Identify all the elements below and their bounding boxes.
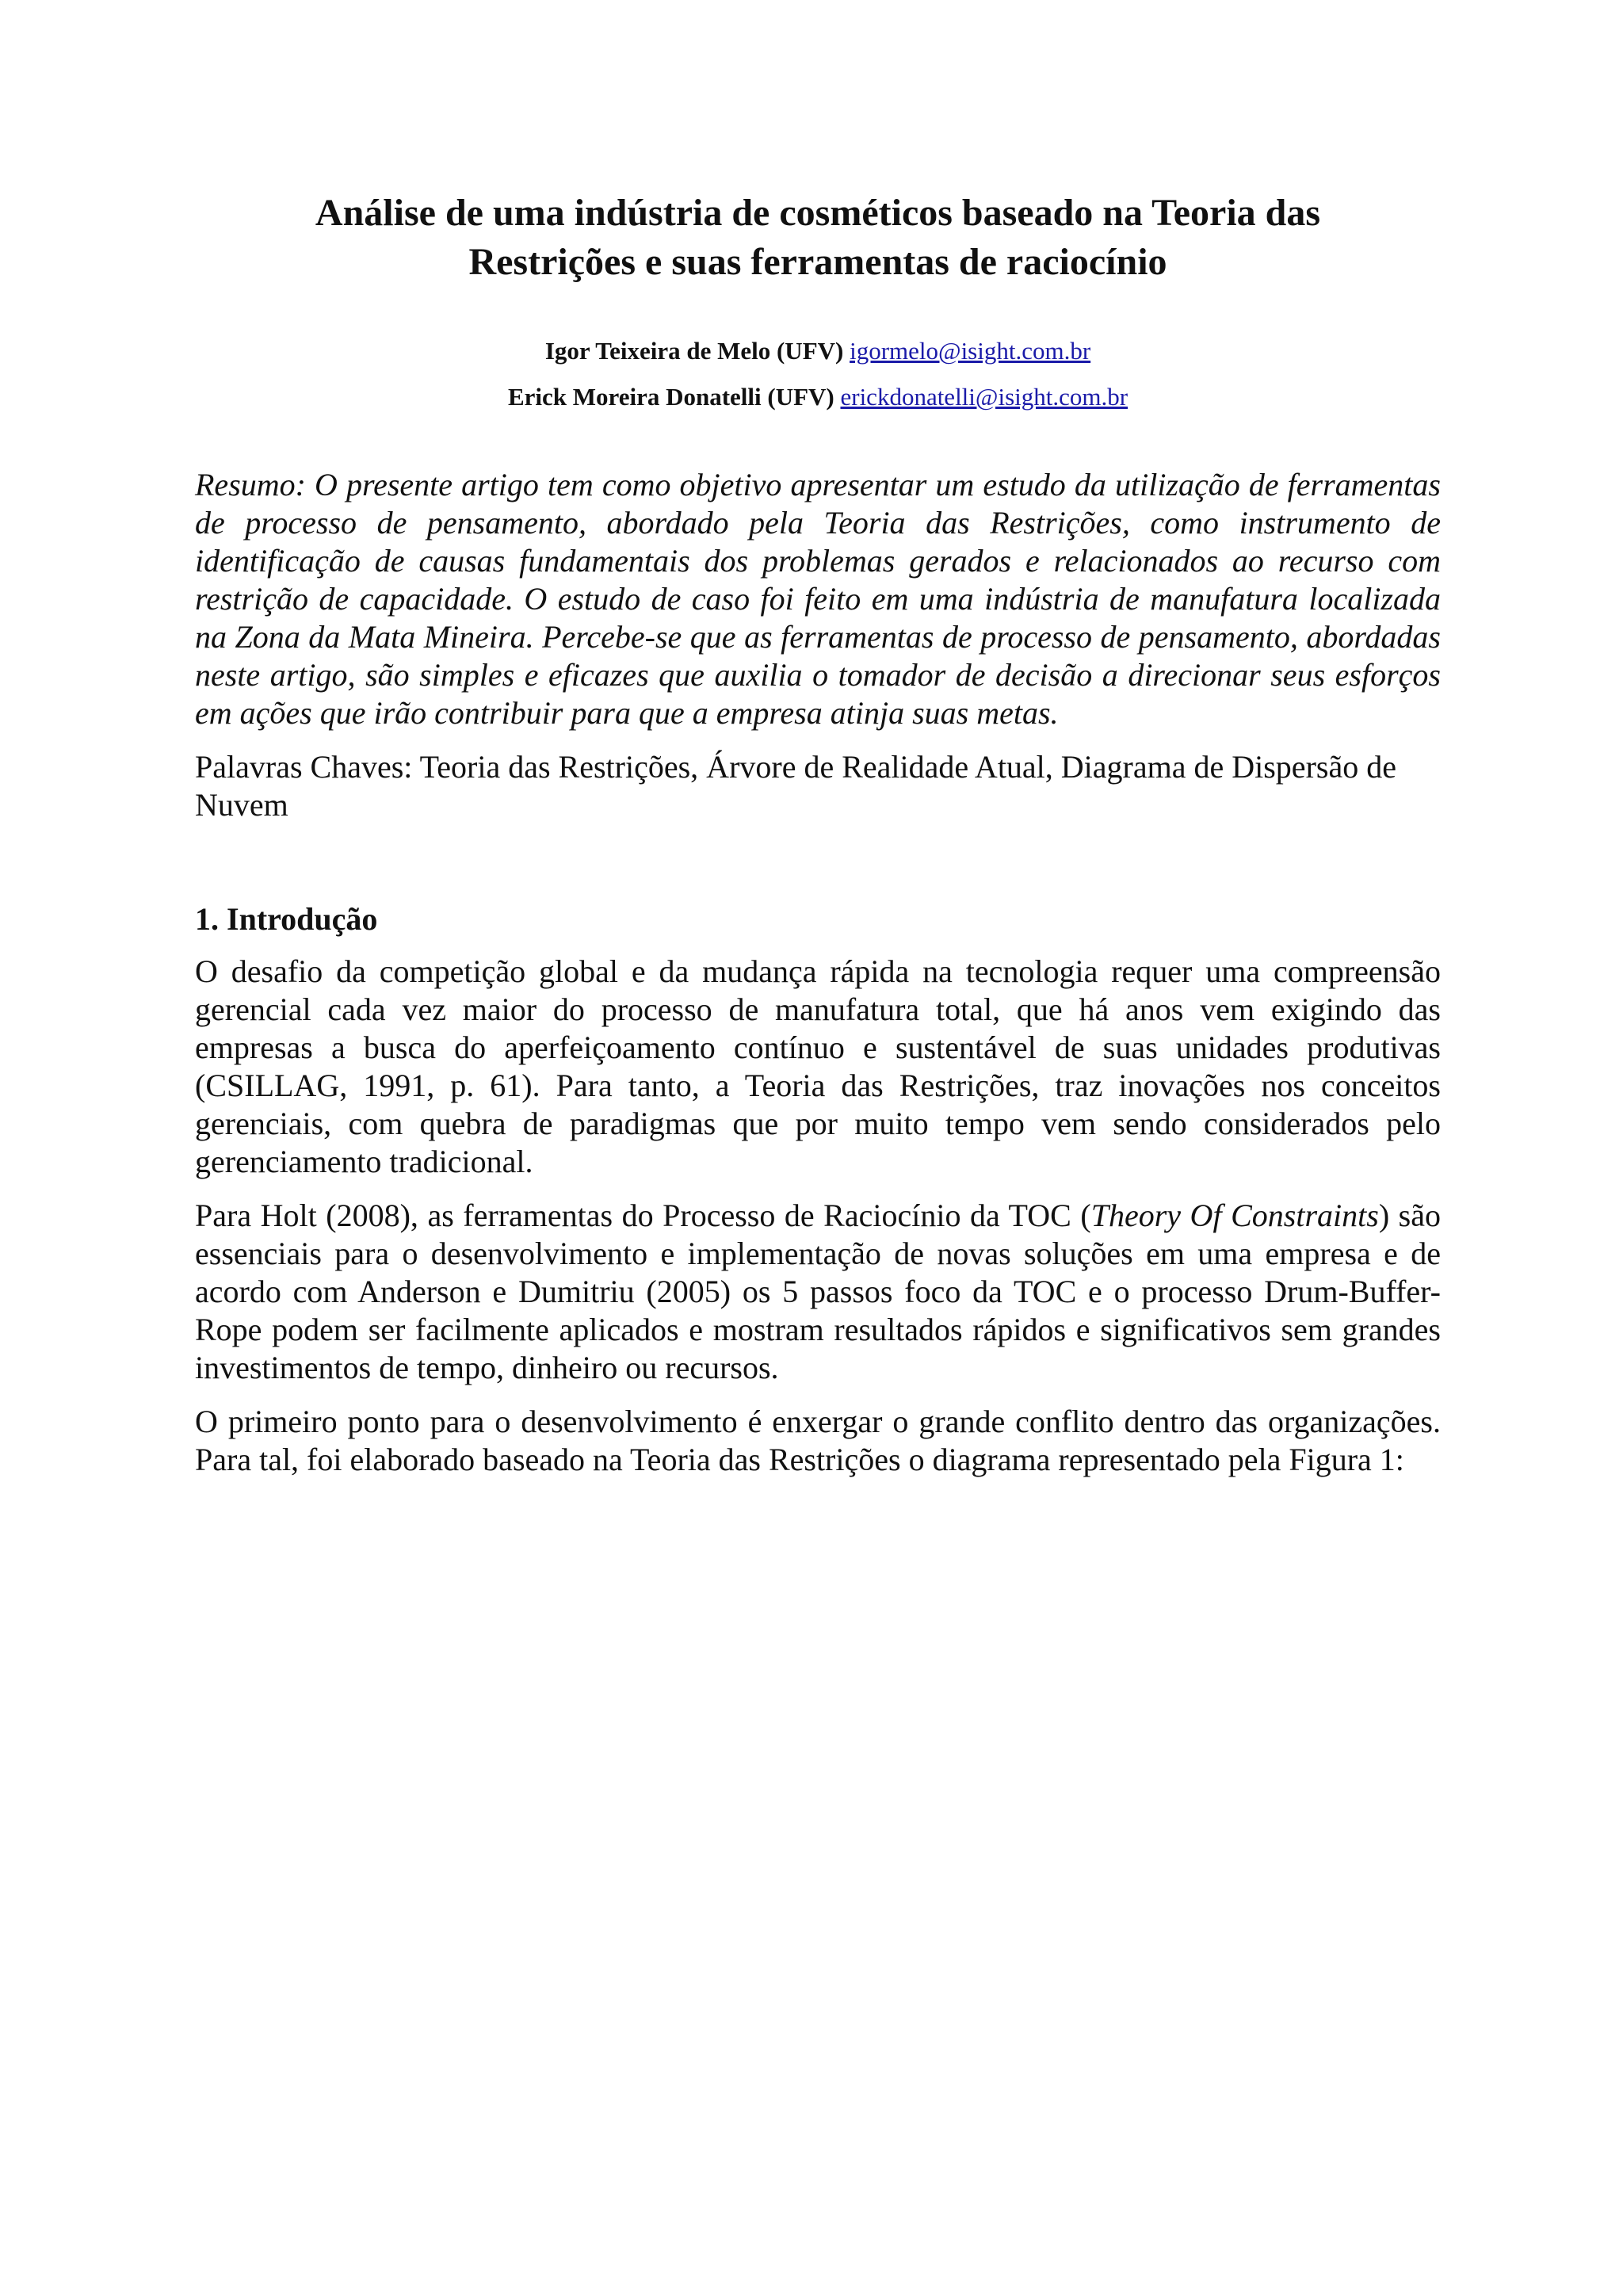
intro-paragraph-2-part-2: ) são essenciais para o desenvolvimento e implementação de novas soluções em uma empresa e de acordo com Anderson e Dumitriu (2005) os 5 passos foco da TOC e o processo Drum-Buffer-Rope podem ser facilmente aplicados e mostram resultados rápidos e significativos sem grandes investimentos de tempo, dinheiro ou recursos. <box>195 1198 1442 1385</box>
author-email-link-1[interactable]: igormelo@isight.com.br <box>850 337 1091 365</box>
abstract: Resumo: O presente artigo tem como objetivo apresentar um estudo da utilização de ferramentas de processo de pensamento, abordado pela Teoria das Restrições, como instrumento de identificação de causas fundamentais dos problemas gerados e relacionados ao recurso com restrição de capacidade. O estudo de caso foi feito em uma indústria de manufatura localizada na Zona da Mata Mineira. Percebe-se que as ferramentas de processo de pensamento, abordadas neste artigo, são simples e eficazes que auxilia o tomador de decisão a direcionar seus esforços em ações que irão contribuir para que a empresa atinja suas metas. <box>195 467 1441 731</box>
author-email-link-2[interactable]: erickdonatelli@isight.com.br <box>840 383 1128 411</box>
author-name-1: Igor Teixeira de Melo (UFV) <box>544 337 844 365</box>
page-content <box>195 189 1441 1479</box>
paper-title <box>195 189 1441 287</box>
intro-paragraph-2-part-1: Para Holt (2008), as ferramentas do Processo de Raciocínio da TOC ( <box>195 1198 1091 1233</box>
intro-paragraph-3: O primeiro ponto para o desenvolvimento é enxergar o grande conflito dentro das organizações. Para tal, foi elaborado baseado na Teoria das Restrições o diagrama representado pela Figura 1: <box>195 1404 1441 1477</box>
intro-paragraph-1: O desafio da competição global e da mudança rápida na tecnologia requer uma compreensão gerencial cada vez maior do processo de manufatura total, que há anos vem exigindo das empresas a busca do aperfeiçoamento contínuo e sustentável de suas unidades produtivas (CSILLAG, 1991, p. 61). Para tanto, a Teoria das Restrições, traz inovações nos conceitos gerenciais, com quebra de paradigmas que por muito tempo vem sendo considerados pelo gerenciamento tradicional. <box>195 953 1441 1179</box>
title-line-2: Restrições e suas ferramentas de raciocínio <box>468 241 1167 283</box>
keywords: Palavras Chaves: Teoria das Restrições, Árvore de Realidade Atual, Diagrama de Dispersão de Nuvem <box>195 749 1396 823</box>
author-list <box>195 328 1441 420</box>
title-line-1: Análise de uma indústria de cosméticos baseado na Teoria das <box>315 192 1321 234</box>
author-line-1 <box>195 328 1441 374</box>
author-name-2: Erick Moreira Donatelli (UFV) <box>507 383 834 411</box>
intro-paragraph-2 <box>195 1197 1441 1387</box>
section-heading-introduction: 1. Introdução <box>195 901 378 937</box>
intro-paragraph-2-italic: Theory Of Constraints <box>1090 1198 1379 1233</box>
author-line-2 <box>195 374 1441 420</box>
